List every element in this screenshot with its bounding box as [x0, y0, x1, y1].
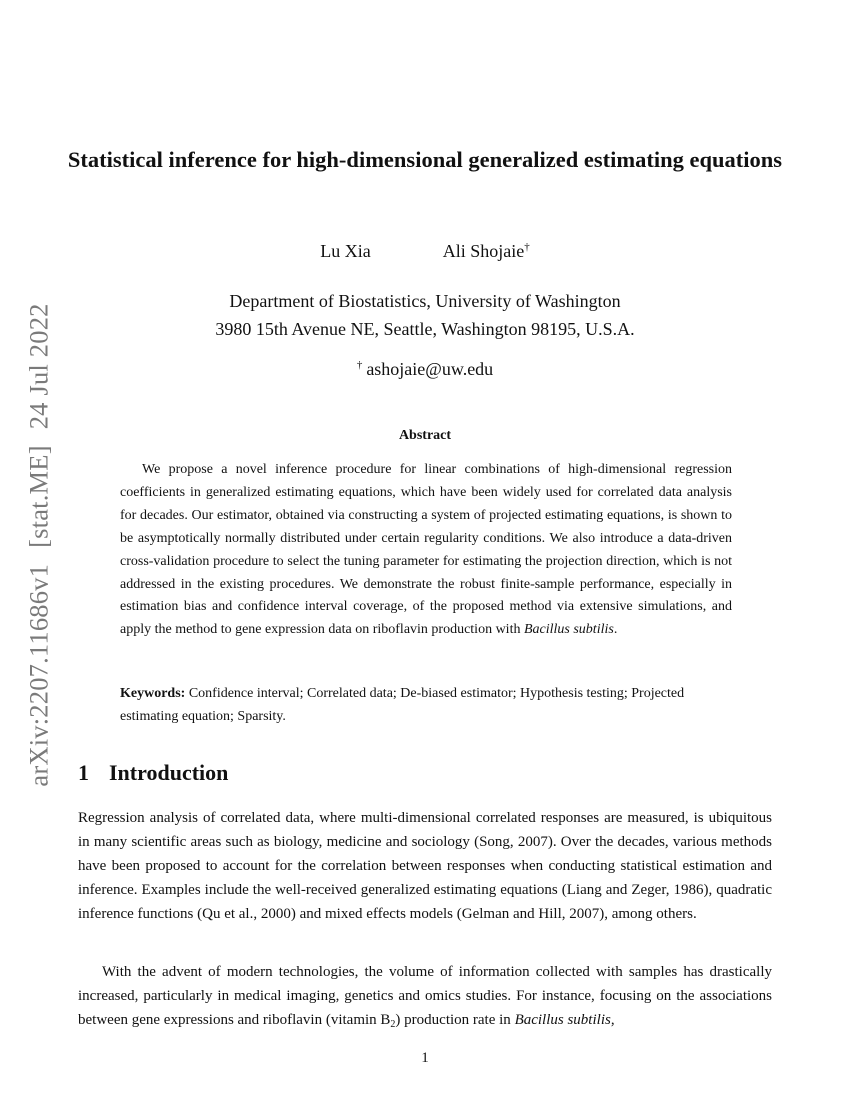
arxiv-date: 24 Jul 2022 — [23, 303, 54, 430]
affiliation-department: Department of Biostatistics, University of Washington — [229, 291, 621, 311]
intro-paragraph-1: Regression analysis of correlated data, where multi-dimensional correlated responses are measured, is ubiquitous in many scientific areas such as biology, medicine and sociology (Song, 2007). Over the decades, various methods have been proposed to account for the correlation between responses when conducting statistical estimation and inference. Examples include the well-received generalized estimating equations (Liang and Zeger, 1986), quadratic inference functions (Qu et al., 2000) and mixed effects models (Gelman and Hill, 2007), among others. — [78, 810, 772, 922]
author-name: Ali Shojaie — [442, 241, 525, 261]
email-footnote-mark: † — [356, 359, 363, 371]
section-number: 1 — [78, 760, 89, 785]
author-name: Lu Xia — [320, 241, 371, 261]
paper-title: Statistical inference for high-dimensional generalized estimating equations — [67, 147, 783, 172]
abstract-end-punct: . — [613, 622, 618, 638]
section-heading — [78, 760, 228, 786]
section-title: Introduction — [109, 760, 229, 785]
abstract-species-name: Bacillus subtilis — [523, 622, 614, 638]
author-list — [0, 240, 850, 262]
paragraph-text: ) production rate in — [395, 1012, 511, 1028]
paragraph-text: , — [610, 1012, 615, 1028]
vitamin-subscript: 2 — [390, 1019, 396, 1030]
page-number: 1 — [421, 1050, 429, 1066]
contact-email — [0, 359, 850, 380]
keywords — [120, 682, 732, 728]
paragraph-text: With the advent of modern technologies, the volume of information collected with samples has drastically increased, particularly in medical imaging, genetics and omics studies. For instance, focusing on the associations between gene expressions and riboflavin (vitamin B — [78, 964, 772, 1028]
affiliation — [0, 287, 850, 343]
affiliation-address: 3980 15th Avenue NE, Seattle, Washington 98195, U.S.A. — [215, 319, 635, 339]
email-address[interactable]: ashojaie@uw.edu — [366, 359, 494, 379]
intro-paragraph-2 — [78, 960, 772, 1032]
arxiv-id: arXiv:2207.11686v1 — [23, 563, 54, 787]
keywords-label: Keywords: — [120, 686, 186, 701]
keywords-text: Confidence interval; Correlated data; De-biased estimator; Hypothesis testing; Projected estimating equation; Sparsity. — [120, 686, 685, 724]
abstract-body-text: We propose a novel inference procedure for linear combinations of high-dimensional regression coefficients in generalized estimating equations, which have been widely used for correlated data analysis for decades. Our estimator, obtained via constructing a system of projected estimating equations, is shown to be asymptotically normally distributed under certain regularity conditions. We also introduce a data-driven cross-validation procedure to select the tuning parameter for estimating the projection direction, which is not addressed in the existing procedures. We demonstrate the robust finite-sample performance, especially in estimation bias and confidence interval coverage, of the proposed method via extensive simulations, and apply the method to gene expression data on riboflavin production with — [120, 462, 732, 638]
abstract-text — [120, 459, 732, 642]
abstract-heading: Abstract — [398, 428, 452, 443]
species-name: Bacillus subtilis — [514, 1012, 611, 1028]
author-footnote-mark: † — [524, 241, 530, 253]
arxiv-category: [stat.ME] — [23, 445, 54, 548]
